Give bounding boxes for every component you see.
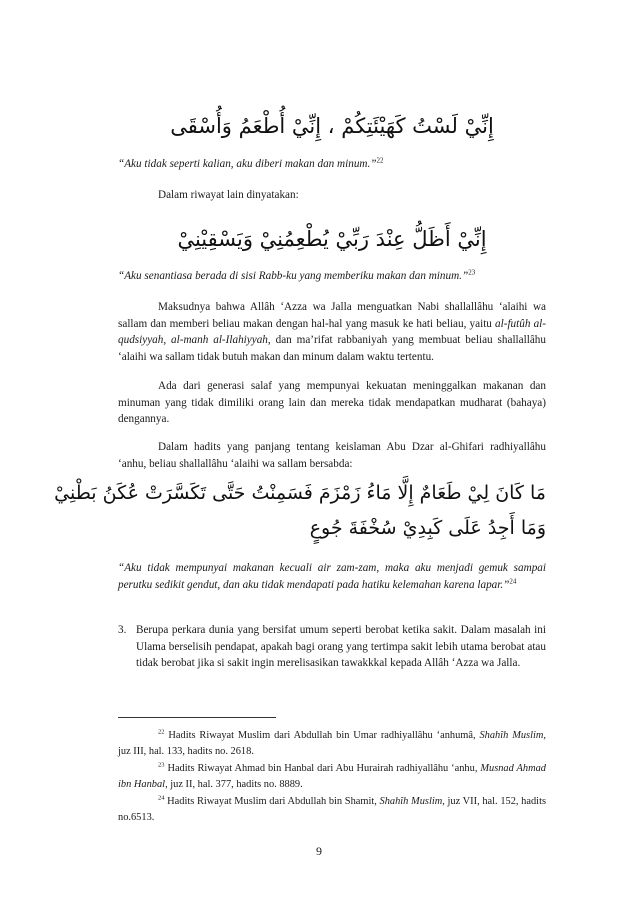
paragraph-riwayat: Dalam riwayat lain dinyatakan: xyxy=(158,189,299,201)
list-number: 3. xyxy=(118,624,127,636)
paragraph-maksudnya: Maksudnya bahwa Allâh ‘Azza wa Jalla menguatkan Nabi shallallâhu ‘alaihi wa sallam dan memberi beliau makan dengan hal-hal yang masuk ke hati beliau, yaitu al-futûh al-qudsiyyah, al-manh al-Ilahiyyah, dan ma’rifat rabbaniyah yang membuat beliau shallallâhu ‘alaihi wa sallam tidak butuh makan dan minum dalam waktu tertentu. xyxy=(118,301,546,363)
footnote-ref-23[interactable]: 23 xyxy=(468,268,476,277)
footnote-ref-22[interactable]: 22 xyxy=(376,156,384,165)
footnote-22: $^{22}$ Hadits Riwayat Muslim dari Abdullah bin Umar radhiyallâhu ‘anhumâ, Shahîh Muslim, juz III, hal. 133, hadits no. 2618. xyxy=(118,728,546,758)
footnote-divider xyxy=(118,717,276,718)
list-item-text: Berupa perkara dunia yang bersifat umum seperti berobat ketika sakit. Dalam masalah ini Ulama berselisih pendapat, apakah bagi orang yang tertimpa sakit lebih utama berobat atau tidak berobat jika si sakit ingin merelisasikan tawakkkal kepada Allâh ‘Azza wa Jalla. xyxy=(136,624,546,670)
arabic-text-3-line-1: مَا كَانَ لِيْ طَعَامٌ إِلَّا مَاءُ زَمْزَمَ فَسَمِنْتُ حَتَّى تَكَسَّرَتْ عُكَنُ بَطْنِيْ xyxy=(54,482,546,504)
translation-quote-1: “Aku tidak seperti kalian, aku diberi makan dan minum.”$^{22}$ xyxy=(118,156,384,170)
arabic-text-3-line-2: وَمَا أَجِدُ عَلَى كَبِدِيْ سُخْفَةَ جُوعٍ xyxy=(309,517,546,539)
page-number: 9 xyxy=(316,844,322,858)
arabic-text-1: إِنِّيْ لَسْتُ كَهَيْئَتِكُمْ ، إِنِّيْ أُطْعَمُ وَأُسْقَى xyxy=(170,114,494,138)
footnote-ref-24[interactable]: 24 xyxy=(509,576,517,585)
paragraph-hadits-abu-dzar: Dalam hadits yang panjang tentang keislaman Abu Dzar al-Ghifari radhiyallâhu ‘anhu, beliau shallallâhu ‘alaihi wa sallam bersabda: xyxy=(118,441,546,470)
paragraph-generasi-salaf: Ada dari generasi salaf yang mempunyai kekuatan meninggalkan makanan dan minuman yang tidak dimiliki orang lain dan mereka tidak mendapatkan mudharat (bahaya) dengannya. xyxy=(118,380,546,426)
arabic-text-2: إِنِّيْ أَظَلُّ عِنْدَ رَبِّيْ يُطْعِمُنِيْ وَيَسْقِيْنِيْ xyxy=(177,227,487,251)
footnote-24: $^{24}$ Hadits Riwayat Muslim dari Abdullah bin Shamit, Shahîh Muslim, juz VII, hal. 152, hadits no.6513. xyxy=(118,794,546,824)
list-item-3 xyxy=(118,622,546,672)
translation-quote-2: “Aku senantiasa berada di sisi Rabb-ku yang memberiku makan dan minum.”$^{23}$ xyxy=(118,268,476,282)
footnote-23: $^{23}$ Hadits Riwayat Ahmad bin Hanbal dari Abu Hurairah radhiyallâhu ‘anhu, Musnad Ahmad ibn Hanbal, juz II, hal. 377, hadits no. 8889. xyxy=(118,761,546,791)
translation-quote-3: “Aku tidak mempunyai makanan kecuali air zam-zam, maka aku menjadi gemuk sampai perutku sedikit gendut, dan aku tidak mendapati pada hatiku kelemahan karena lapar.”$^{24}$ xyxy=(118,562,546,591)
